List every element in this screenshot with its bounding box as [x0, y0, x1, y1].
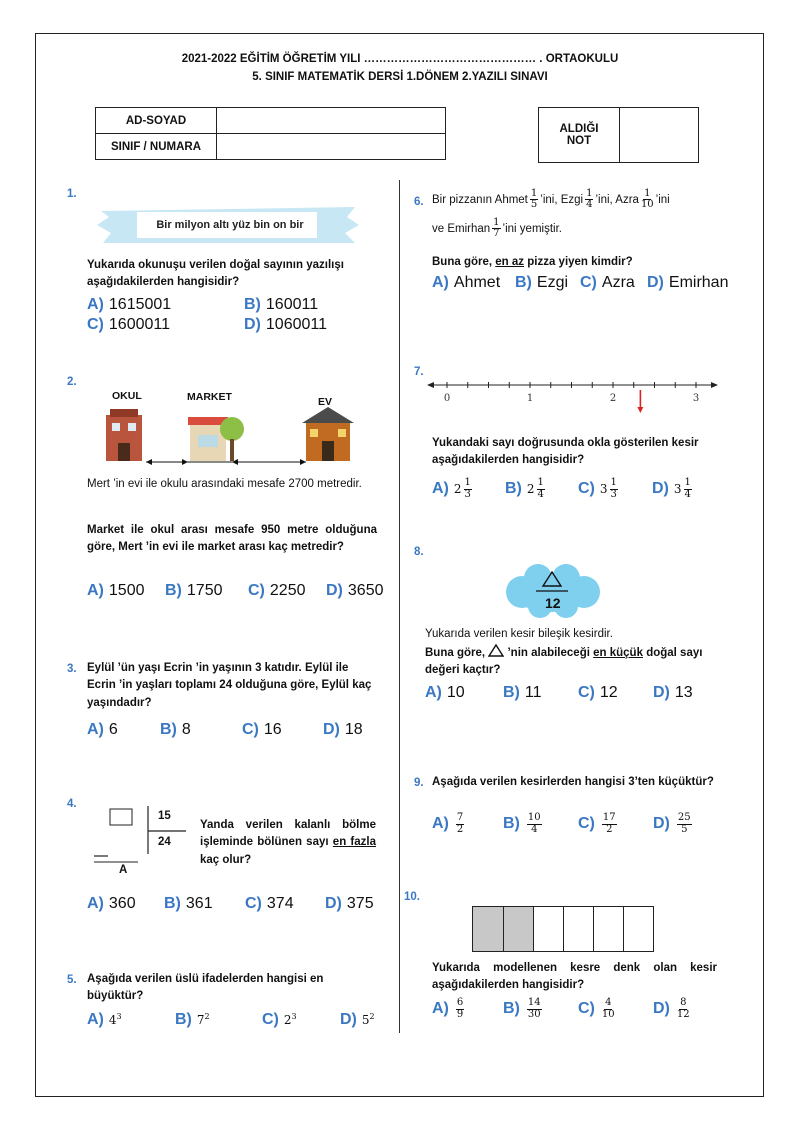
- school-icon: [106, 409, 142, 461]
- q6-statement: Bir pizzanın Ahmet $\frac{1}{5}$ ’ini, Ezgi $\frac{1}{4}$ ’ini, Azra $\frac{1}{10}$ ’ini ve Emirhan $\frac{1}{7}$ ’ini yemiştir.: [432, 187, 670, 240]
- q3-option-d[interactable]: D) 18: [323, 721, 363, 738]
- q9-option-b[interactable]: B) $\frac{10}{4}$: [503, 812, 541, 835]
- q4-divisor: 15: [158, 810, 171, 822]
- q4-option-c[interactable]: C) 374: [245, 895, 294, 912]
- exam-title-line2: 5. SINIF MATEMATİK DERSİ 1.DÖNEM 2.YAZILI SINAVI: [252, 71, 548, 83]
- q9-number: 9.: [414, 777, 424, 789]
- q5-option-b[interactable]: B) $7^2$: [175, 1011, 210, 1028]
- q5-question: Aşağıda verilen üslü ifadelerden hangisi en büyüktür?: [87, 973, 324, 1003]
- q10-question: Yukarıda modellenen kesre denk olan kesir aşağıdakilerden hangisidir?: [432, 962, 717, 992]
- q6-option-a[interactable]: A) Ahmet: [432, 274, 501, 291]
- q9-option-c[interactable]: C) $\frac{17}{2}$: [578, 812, 616, 835]
- number-line-label: 0: [443, 393, 451, 404]
- q1-option-c[interactable]: C) 1600011: [87, 316, 170, 333]
- fraction-model: [472, 906, 654, 952]
- fraction-model-part: [533, 907, 563, 951]
- q6-option-d[interactable]: D) Emirhan: [647, 274, 729, 291]
- q10-option-d[interactable]: D) $\frac{8}{12}$: [653, 997, 690, 1020]
- q2-option-a[interactable]: A) 1500: [87, 582, 145, 599]
- division-diagram: [90, 806, 190, 876]
- left-arrow-icon: [427, 382, 434, 388]
- q9-question: Aşağıda verilen kesirlerden hangisi 3’ten küçüktür?: [432, 776, 714, 788]
- q9-option-a[interactable]: A) $\frac{7}{2}$: [432, 812, 464, 835]
- q10-option-c[interactable]: C) $\frac{4}{10}$: [578, 997, 615, 1020]
- q7-option-d[interactable]: D) 3 $\frac{1}{4}$: [652, 477, 691, 500]
- q1-option-b[interactable]: B) 160011: [244, 296, 319, 313]
- q5-option-a[interactable]: A) $4^3$: [87, 1011, 122, 1028]
- cloud-shape: [500, 562, 605, 620]
- fraction-model-part: [473, 907, 503, 951]
- q8-question: Buna göre, ’nin alabileceği en küçük doğal sayı değeri kaçtır?: [425, 644, 725, 680]
- number-line-label: 3: [692, 393, 700, 404]
- number-line-label: 1: [526, 393, 534, 404]
- q5-number: 5.: [67, 974, 77, 986]
- q6-option-c[interactable]: C) Azra: [580, 274, 635, 291]
- q1-option-d[interactable]: D) 1060011: [244, 316, 327, 333]
- q8-number: 8.: [414, 546, 424, 558]
- q5-option-c[interactable]: C) $2^3$: [262, 1011, 297, 1028]
- q1-number: 1.: [67, 188, 77, 200]
- fraction-model-part: [503, 907, 533, 951]
- q6-option-b[interactable]: B) Ezgi: [515, 274, 569, 291]
- place-label-market: MARKET: [187, 391, 232, 403]
- q3-option-a[interactable]: A) 6: [87, 721, 118, 738]
- q7-option-c[interactable]: C) 3 $\frac{1}{3}$: [578, 477, 617, 500]
- q1-question: Yukarıda okunuşu verilen doğal sayının yazılışı aşağıdakilerden hangisidir?: [87, 259, 344, 289]
- exam-title-line1: 2021-2022 EĞİTİM ÖĞRETİM YILI ……………………………………… . ORTAOKULU: [181, 53, 619, 65]
- q10-option-a[interactable]: A) $\frac{6}{9}$: [432, 997, 464, 1020]
- name-field[interactable]: [217, 108, 446, 134]
- q7-option-a[interactable]: A) 2 $\frac{1}{3}$: [432, 477, 471, 500]
- q1-option-a[interactable]: A) 1615001: [87, 296, 172, 313]
- class-number-field[interactable]: [217, 134, 446, 160]
- q8-option-a[interactable]: A) 10: [425, 684, 465, 701]
- q4-number: 4.: [67, 798, 77, 810]
- q3-option-c[interactable]: C) 16: [242, 721, 282, 738]
- place-label-school: OKUL: [112, 390, 142, 402]
- q2-option-b[interactable]: B) 1750: [165, 582, 223, 599]
- q8-option-c[interactable]: C) 12: [578, 684, 618, 701]
- q4-remainder: A: [119, 864, 128, 876]
- q4-option-d[interactable]: D) 375: [325, 895, 374, 912]
- market-icon: [188, 417, 244, 461]
- student-info-table: [95, 107, 446, 160]
- name-label: AD-SOYAD: [96, 108, 217, 134]
- fraction-model-part: [623, 907, 653, 951]
- place-label-home: EV: [318, 396, 333, 408]
- number-line-label: 2: [609, 393, 617, 404]
- q8-statement: Yukarıda verilen kesir bileşik kesirdir.: [425, 628, 613, 640]
- q8-denominator: 12: [545, 595, 561, 611]
- q6-number: 6.: [414, 196, 424, 208]
- q4-option-b[interactable]: B) 361: [164, 895, 213, 912]
- q3-question: Eylül ’ün yaşı Ecrin ’in yaşının 3 katıdır. Eylül ile Ecrin ’in yaşları toplamı 24 olduğuna göre, Eylül kaç yaşındadır?: [87, 662, 372, 709]
- q2-option-c[interactable]: C) 2250: [248, 582, 306, 599]
- q8-option-d[interactable]: D) 13: [653, 684, 693, 701]
- q4-question: Yanda verilen kalanlı bölme işleminde bölünen sayı en fazla kaç olur?: [200, 819, 376, 866]
- grade-box: [538, 107, 699, 163]
- q3-option-b[interactable]: B) 8: [160, 721, 191, 738]
- q10-option-b[interactable]: B) $\frac{14}{30}$: [503, 997, 541, 1020]
- q5-option-d[interactable]: D) $5^2$: [340, 1011, 375, 1028]
- q8-option-b[interactable]: B) 11: [503, 684, 542, 701]
- q7-number: 7.: [414, 366, 424, 378]
- q2-statement: Mert ’in evi ile okulu arasındaki mesafe 2700 metredir.: [87, 478, 362, 490]
- q2-option-d[interactable]: D) 3650: [326, 582, 384, 599]
- q1-banner-text: Bir milyon altı yüz bin on bir: [156, 219, 304, 231]
- q6-question: Buna göre, en az pizza yiyen kimdir?: [432, 256, 633, 268]
- class-number-label: SINIF / NUMARA: [96, 134, 217, 160]
- q7-option-b[interactable]: B) 2 $\frac{1}{4}$: [505, 477, 544, 500]
- q3-number: 3.: [67, 663, 77, 675]
- grade-label: ALDIĞI NOT: [539, 108, 620, 163]
- q10-number: 10.: [404, 891, 420, 903]
- number-line: [425, 375, 720, 415]
- right-arrow-icon: [711, 382, 718, 388]
- home-icon: [302, 407, 354, 461]
- q2-question: Market ile okul arası mesafe 950 metre olduğuna göre, Mert ’in evi ile market arası kaç metredir?: [87, 524, 377, 554]
- q9-option-d[interactable]: D) $\frac{25}{5}$: [653, 812, 691, 835]
- q4-quotient: 24: [158, 836, 171, 848]
- q4-option-a[interactable]: A) 360: [87, 895, 136, 912]
- q7-question: Yukandaki sayı doğrusunda okla gösterilen kesir aşağıdakilerden hangisidir?: [432, 437, 699, 467]
- triangle-icon: [488, 644, 504, 657]
- q2-number: 2.: [67, 376, 77, 388]
- arrow-head-icon: [637, 407, 643, 413]
- buildings-illustration: [100, 405, 360, 467]
- fraction-model-part: [563, 907, 593, 951]
- grade-field[interactable]: [620, 108, 699, 163]
- column-divider: [399, 180, 400, 1033]
- fraction-model-part: [593, 907, 623, 951]
